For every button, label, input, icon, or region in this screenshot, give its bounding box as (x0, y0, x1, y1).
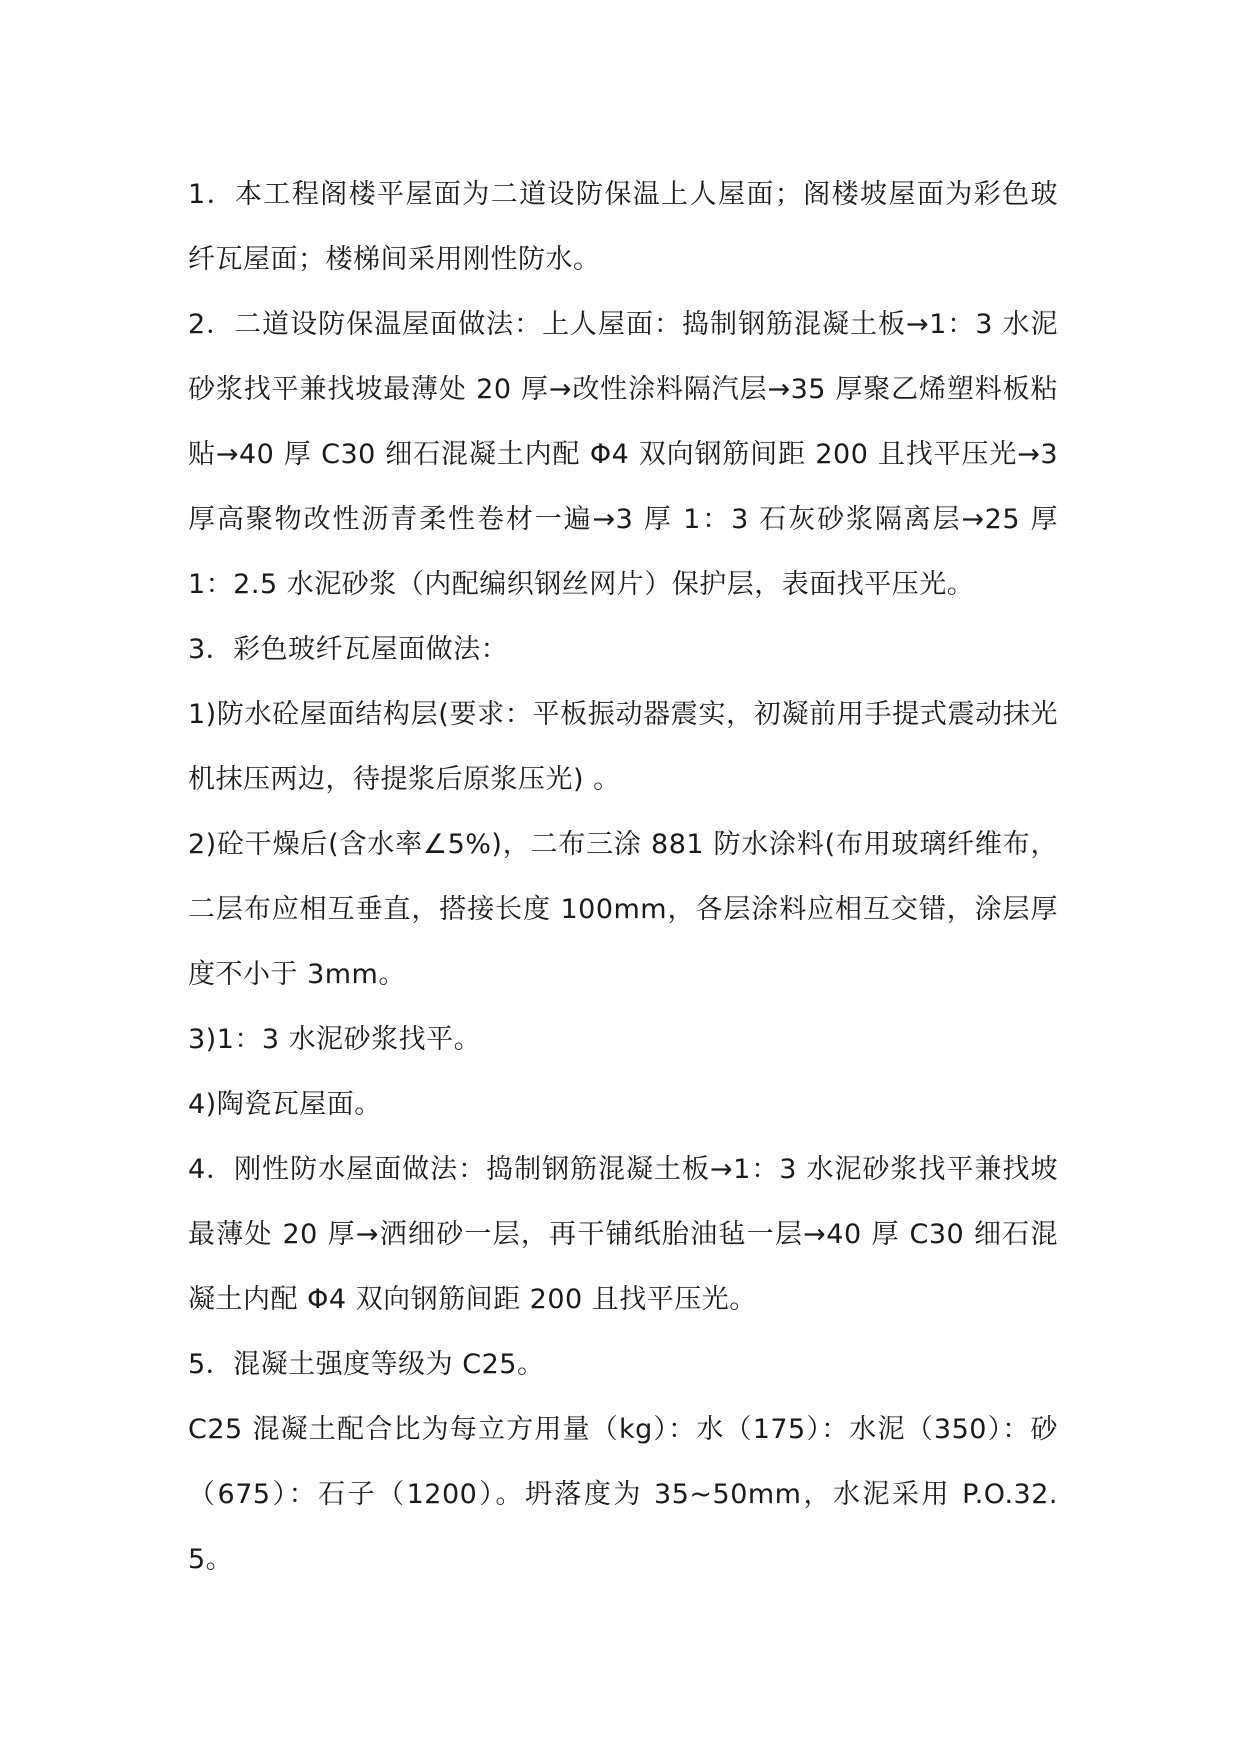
paragraph-mix-ratio: C25 混凝土配合比为每立方用量（kg）：水（175）：水泥（350）：砂（675）：石子（1200）。坍落度为 35~50mm，水泥采用 P.O.32.5。 (188, 1414, 1058, 1575)
paragraph-tile-roof-heading: 3．彩色玻纤瓦屋面做法： (188, 634, 509, 665)
paragraph-insulated-roof-method: 2．二道设防保温屋面做法：上人屋面：捣制钢筋混凝土板→1：3 水泥砂浆找平兼找坡最薄处 20 厚→改性涂料隔汽层→35 厚聚乙烯塑料板粘贴→40 厚 C30 细石混凝土内配 Φ4 双向钢筋间距 200 且找平压光→3 厚高聚物改性沥青柔性卷材一遍→3 厚 1：3 石灰砂浆隔离层→25 厚 1：2.5 水泥砂浆（内配编织钢丝网片）保护层，表面找平压光。 (188, 309, 1058, 600)
paragraph-tile-roof-step-1: 1)防水砼屋面结构层(要求：平板振动器震实，初凝前用手提式震动抹光机抹压两边，待提浆后原浆压光) 。 (188, 699, 1058, 795)
paragraph-tile-roof-step-2: 2)砼干燥后(含水率∠5%)，二布三涂 881 防水涂料(布用玻璃纤维布，二层布应相互垂直，搭接长度 100mm，各层涂料应相互交错，涂层厚度不小于 3mm。 (188, 829, 1058, 990)
paragraph-tile-roof-step-3: 3)1：3 水泥砂浆找平。 (188, 1024, 482, 1055)
paragraph-concrete-grade: 5．混凝土强度等级为 C25。 (188, 1349, 545, 1380)
document-body (188, 162, 1058, 1592)
paragraph-rigid-roof-method: 4．刚性防水屋面做法：捣制钢筋混凝土板→1：3 水泥砂浆找平兼找坡最薄处 20 厚→洒细砂一层，再干铺纸胎油毡一层→40 厚 C30 细石混凝土内配 Φ4 双向钢筋间距 200 且找平压光。 (188, 1154, 1058, 1315)
paragraph-tile-roof-step-4: 4)陶瓷瓦屋面。 (188, 1089, 382, 1120)
paragraph-roof-overview: 1．本工程阁楼平屋面为二道设防保温上人屋面；阁楼坡屋面为彩色玻纤瓦屋面；楼梯间采用刚性防水。 (188, 179, 1058, 275)
